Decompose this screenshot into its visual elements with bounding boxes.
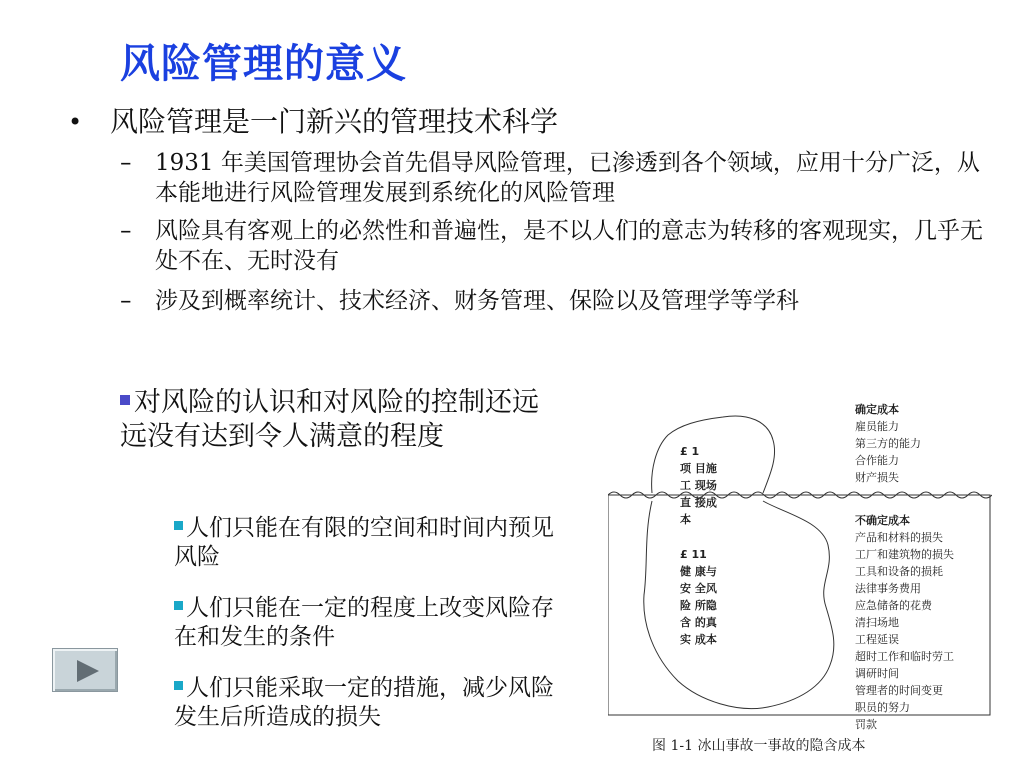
inside-bottom-line: 实 成本 <box>680 633 717 646</box>
lower-left-block <box>120 386 560 454</box>
inside-top-amount: £ 1 <box>680 445 700 458</box>
sub-point-text: 人们只能在一定的程度上改变风险存在和发生的条件 <box>174 595 554 650</box>
certain-cost-item: 财产损失 <box>855 471 899 484</box>
square-bullet-icon <box>174 601 183 610</box>
certain-cost-item: 合作能力 <box>855 454 899 467</box>
inside-bottom-line: 健 康与 <box>680 565 717 578</box>
certain-cost-item: 雇员能力 <box>855 420 899 433</box>
inside-top-line: 直 接成 <box>680 496 717 509</box>
sub-bullet-text: 1931 年美国管理协会首先倡导风险管理，已渗透到各个领域，应用十分广泛，从本能地进行风险管理发展到系统化的风险管理 <box>155 150 980 206</box>
uncertain-cost-item: 职员的努力 <box>855 701 910 714</box>
square-bullet-icon <box>120 395 130 405</box>
uncertain-cost-item: 罚款 <box>855 718 877 731</box>
sub-point <box>174 594 574 652</box>
uncertain-cost-item: 产品和材料的损失 <box>855 531 943 544</box>
sub-bullet-dash: – <box>120 288 132 314</box>
uncertain-cost-item: 超时工作和临时劳工 <box>855 650 954 663</box>
sub-point <box>174 514 574 572</box>
main-bullet-text: 风险管理是一门新兴的管理技术科学 <box>110 105 559 138</box>
uncertain-cost-item: 法律事务费用 <box>855 582 921 595</box>
inside-bottom-line: 含 的真 <box>680 616 717 629</box>
sub-point-text: 人们只能采取一定的措施，减少风险发生后所造成的损失 <box>174 675 554 730</box>
square-bullet-icon <box>174 681 183 690</box>
uncertain-cost-item: 清扫场地 <box>855 616 899 629</box>
lead-point-text: 对风险的认识和对风险的控制还远远没有达到令人满意的程度 <box>120 387 539 452</box>
inside-top-line: 本 <box>680 513 691 526</box>
sub-bullet-dash: – <box>120 150 132 176</box>
iceberg-base <box>644 501 834 709</box>
inside-top-line: 项 目施 <box>680 462 717 475</box>
sub-point <box>174 674 574 732</box>
inside-bottom-amount: £ 11 <box>680 548 707 561</box>
sub-bullet-text: 涉及到概率统计、技术经济、财务管理、保险以及管理学等学科 <box>155 288 799 314</box>
certain-cost-item: 第三方的能力 <box>855 437 921 450</box>
play-icon <box>77 660 99 682</box>
uncertain-cost-heading: 不确定成本 <box>855 514 910 527</box>
inside-top-line: 工 现场 <box>680 479 717 492</box>
uncertain-cost-item: 调研时间 <box>855 667 899 680</box>
uncertain-cost-item: 应急储备的花费 <box>855 599 932 612</box>
figure-caption: 图 1-1 冰山事故一事故的隐含成本 <box>652 738 866 754</box>
bullet-dot: • <box>68 108 83 136</box>
square-bullet-icon <box>174 521 183 530</box>
uncertain-cost-item: 管理者的时间变更 <box>855 684 943 697</box>
play-button[interactable] <box>52 648 118 692</box>
sub-bullet-text: 风险具有客观上的必然性和普遍性，是不以人们的意志为转移的客观现实，几乎无处不在、无时没有 <box>155 218 983 274</box>
uncertain-cost-item: 工具和设备的损耗 <box>855 565 943 578</box>
sub-bullet-dash: – <box>120 218 132 244</box>
lead-point <box>120 386 560 454</box>
slide-title: 风险管理的意义 <box>120 41 407 87</box>
inside-bottom-line: 险 所隐 <box>680 599 717 612</box>
inside-bottom-line: 安 全风 <box>680 582 717 595</box>
sub-point-text: 人们只能在有限的空间和时间内预见风险 <box>174 515 554 570</box>
certain-cost-heading: 确定成本 <box>855 403 899 416</box>
uncertain-cost-item: 工程延误 <box>855 633 899 646</box>
uncertain-cost-item: 工厂和建筑物的损失 <box>855 548 954 561</box>
